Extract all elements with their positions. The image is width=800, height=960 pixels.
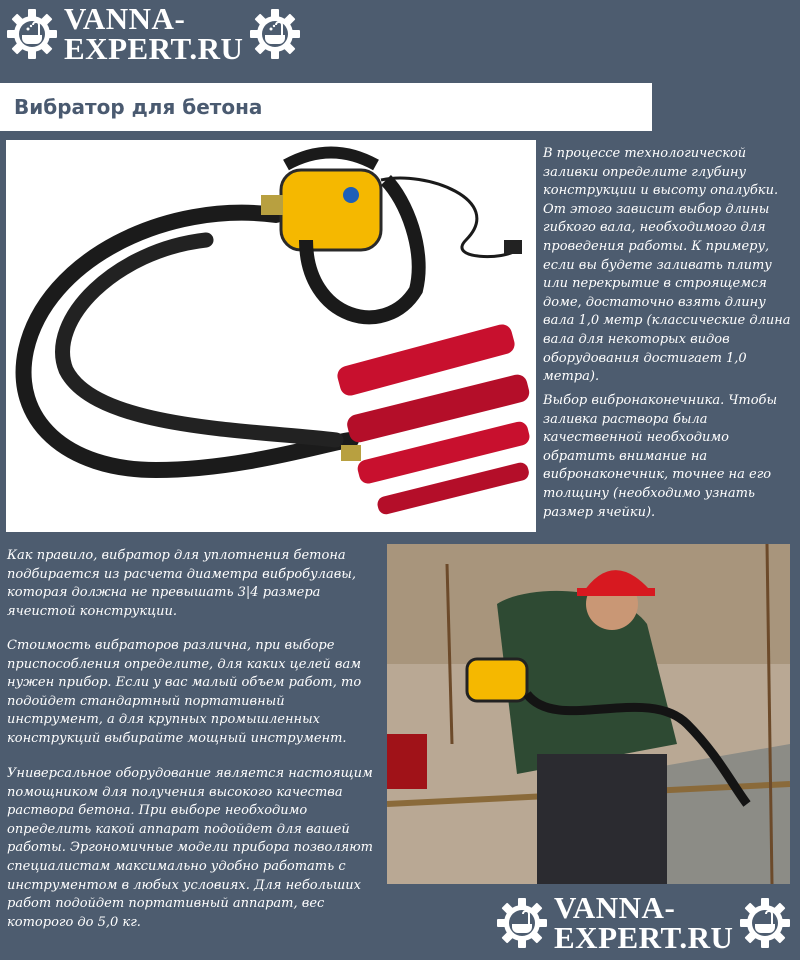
gear-bath-icon xyxy=(249,8,301,60)
logo-line-1: VANNA- xyxy=(64,1,186,36)
site-logo-bottom[interactable] xyxy=(496,890,791,955)
logo-line-2: EXPERT.RU xyxy=(64,31,244,66)
gear-bath-icon xyxy=(739,897,791,949)
paragraph-vibro-tip: Выбор вибронаконечника. Чтобы заливка раствора была качественной необходимо обратить внимание на вибронаконечник, точнее на его толщину (необходимо узнать размер ячейки). xyxy=(543,393,778,520)
paragraph-shaft-length: В процессе технологической заливки определите глубину конструкции и высоту опалубки. От этого зависит выбор длины гибкого вала, необходимого для проведения работы. К примеру, если вы будете заливать плиту или перекрытие в строящемся доме, достаточно взять длину вала 1,0 метр (классические длина вала для некоторых видов оборудования достигает 1,0 метра). xyxy=(543,146,791,385)
gear-bath-icon xyxy=(496,897,548,949)
concrete-vibrator-illustration xyxy=(6,140,536,532)
title-bar xyxy=(0,83,652,131)
vibrator-product-photo xyxy=(6,140,536,532)
paragraph-poker-diameter: Как правило, вибратор для уплотнения бетона подбирается из расчета диаметра вибробулавы, которая должна не превышать 3|4 размера ячеистой конструкции. xyxy=(7,548,356,619)
construction-scene-illustration xyxy=(387,544,790,884)
gear-bath-icon xyxy=(6,8,58,60)
page-title: Вибратор для бетона xyxy=(14,95,263,119)
logo-line-1: VANNA- xyxy=(554,890,676,925)
site-logo-top[interactable] xyxy=(6,1,301,66)
logo-line-2: EXPERT.RU xyxy=(554,920,734,955)
paragraph-universal-equipment: Универсальное оборудование является настоящим помощником для получения высокого качества раствора бетона. При выборе необходимо определить какой аппарат подойдет для вашей работы. Эргономичные модели прибора позволяют специалистам максимально удобно работать с инструментом в любых условиях. Для небольших работ подойдет портативный аппарат, вес которого до 5,0 кг. xyxy=(7,766,373,930)
paragraph-cost: Стоимость вибраторов различна, при выборе приспособления определите, для каких целей вам нужен прибор. Если у вас малый объем работ, то подойдет стандартный портативный инструмент, а для крупных промышленных конструкций выбирайте мощный инструмент. xyxy=(7,638,362,746)
worker-using-vibrator-photo xyxy=(387,544,790,884)
